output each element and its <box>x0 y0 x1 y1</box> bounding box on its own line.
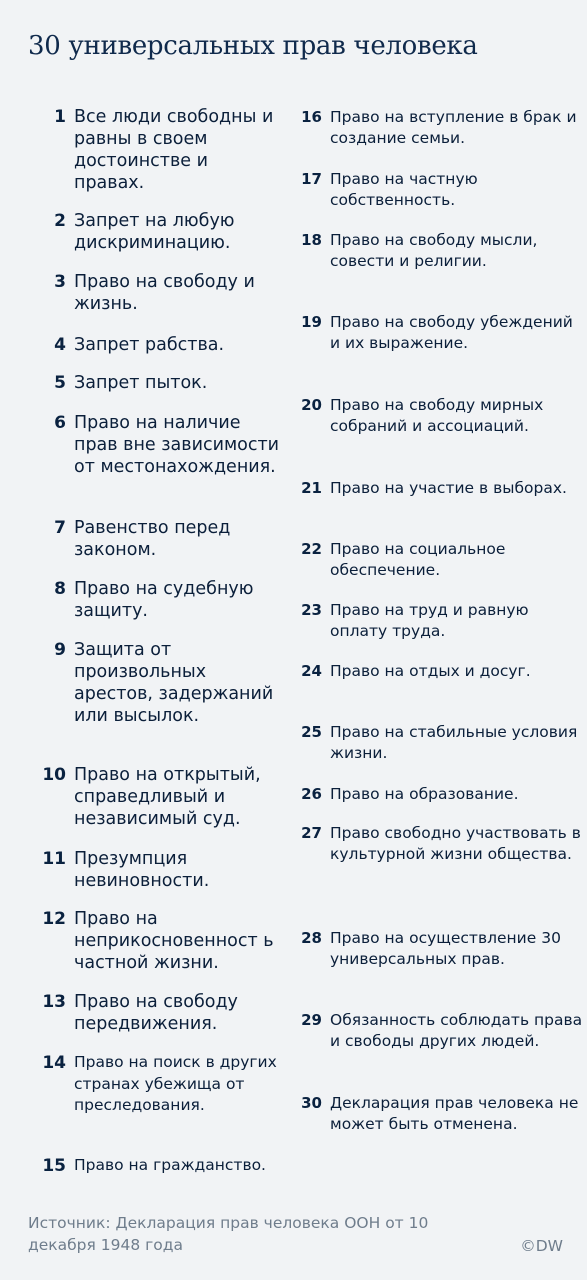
list-item <box>36 106 282 194</box>
list-item <box>36 372 207 394</box>
list-item <box>296 169 584 210</box>
item-text: Запрет рабства. <box>74 335 225 355</box>
list-item <box>296 928 584 969</box>
item-text: Право на вступление в брак и создание семьи. <box>330 108 577 147</box>
item-number: 30 <box>301 1094 322 1112</box>
item-number: 5 <box>54 373 66 393</box>
item-number: 19 <box>301 313 322 331</box>
item-text: Право на стабильные условия жизни. <box>330 723 578 762</box>
item-number: 26 <box>301 785 322 803</box>
item-number: 24 <box>301 662 322 680</box>
source-note: Источник: Декларация прав человека ООН от 10 декабря 1948 года <box>28 1214 429 1254</box>
item-text: Равенство перед законом. <box>74 518 231 560</box>
item-number: 21 <box>301 479 322 497</box>
item-number: 29 <box>301 1011 322 1029</box>
item-text: Запрет пыток. <box>74 373 208 393</box>
list-item <box>296 395 584 436</box>
list-item <box>296 478 567 499</box>
list-item <box>36 848 282 892</box>
item-text: Защита от произвольных арестов, задержаний или высылок. <box>74 640 274 726</box>
list-item <box>36 334 224 356</box>
item-text: Право на осуществление 30 универсальных прав. <box>330 929 561 968</box>
list-item <box>296 722 584 763</box>
item-text: Право на отдых и досуг. <box>330 662 531 680</box>
list-item <box>296 600 584 641</box>
list-item <box>296 539 584 580</box>
item-text: Право на участие в выборах. <box>330 479 567 497</box>
item-number: 2 <box>54 211 66 231</box>
item-number: 13 <box>42 992 66 1012</box>
list-item <box>36 517 282 561</box>
item-text: Право на свободу и жизнь. <box>74 272 255 314</box>
item-text: Право на образование. <box>330 785 519 803</box>
item-text: Право на свободу мысли, совести и религии. <box>330 231 538 270</box>
item-number: 9 <box>54 640 66 660</box>
item-number: 28 <box>301 929 322 947</box>
item-number: 7 <box>54 518 66 538</box>
item-number: 14 <box>42 1053 66 1073</box>
item-text: Право на частную собственность. <box>330 170 478 209</box>
item-number: 6 <box>54 413 66 433</box>
item-text: Обязанность соблюдать права и свободы других людей. <box>330 1011 583 1050</box>
item-number: 16 <box>301 108 322 126</box>
item-text: Право на труд и равную оплату труда. <box>330 601 529 640</box>
item-number: 3 <box>54 272 66 292</box>
list-item <box>36 1155 266 1177</box>
list-item <box>296 230 584 271</box>
item-text: Право на социальное обеспечение. <box>330 540 506 579</box>
page-title: 30 универсальных прав человека <box>28 31 478 61</box>
item-number: 25 <box>301 723 322 741</box>
item-text: Право на свободу передвижения. <box>74 992 238 1034</box>
list-item <box>36 908 282 974</box>
item-text: Право на наличие прав вне зависимости от местонахождения. <box>74 413 280 477</box>
item-number: 12 <box>42 909 66 929</box>
list-item <box>36 764 282 830</box>
list-item <box>296 823 584 864</box>
item-number: 4 <box>54 335 66 355</box>
list-item <box>36 639 282 727</box>
item-number: 15 <box>42 1156 66 1176</box>
list-item <box>296 107 584 148</box>
item-text: Право на поиск в других странах убежища от преследования. <box>74 1053 277 1115</box>
list-item <box>36 210 282 254</box>
item-text: Право на открытый, справедливый и независимый суд. <box>74 765 261 829</box>
item-number: 8 <box>54 579 66 599</box>
item-text: Право на гражданство. <box>74 1156 266 1174</box>
item-number: 27 <box>301 824 322 842</box>
item-text: Презумпция невиновности. <box>74 849 210 891</box>
list-item <box>296 312 584 353</box>
item-number: 11 <box>42 849 66 869</box>
list-item <box>296 1010 584 1051</box>
list-item <box>36 578 282 622</box>
dw-copyright: ©DW <box>520 1237 563 1255</box>
list-item <box>36 412 282 478</box>
item-number: 1 <box>54 107 66 127</box>
list-item <box>296 1093 584 1134</box>
item-number: 23 <box>301 601 322 619</box>
item-text: Все люди свободны и равны в своем достоинстве и правах. <box>74 107 274 193</box>
item-number: 17 <box>301 170 322 188</box>
item-text: Право на свободу убеждений и их выражение. <box>330 313 573 352</box>
item-number: 20 <box>301 396 322 414</box>
list-item <box>296 661 531 682</box>
list-item <box>36 271 282 315</box>
item-text: Право свободно участвовать в культурной жизни общества. <box>330 824 581 863</box>
item-text: Декларация прав человека не может быть отменена. <box>330 1094 579 1133</box>
item-number: 10 <box>42 765 66 785</box>
item-text: Право на свободу мирных собраний и ассоциаций. <box>330 396 544 435</box>
item-number: 22 <box>301 540 322 558</box>
list-item <box>36 991 282 1035</box>
item-text: Право на судебную защиту. <box>74 579 254 621</box>
item-text: Право на неприкосновенност ь частной жизни. <box>74 909 274 973</box>
item-number: 18 <box>301 231 322 249</box>
list-item <box>296 784 519 805</box>
list-item <box>36 1052 282 1117</box>
item-text: Запрет на любую дискриминацию. <box>74 211 235 253</box>
